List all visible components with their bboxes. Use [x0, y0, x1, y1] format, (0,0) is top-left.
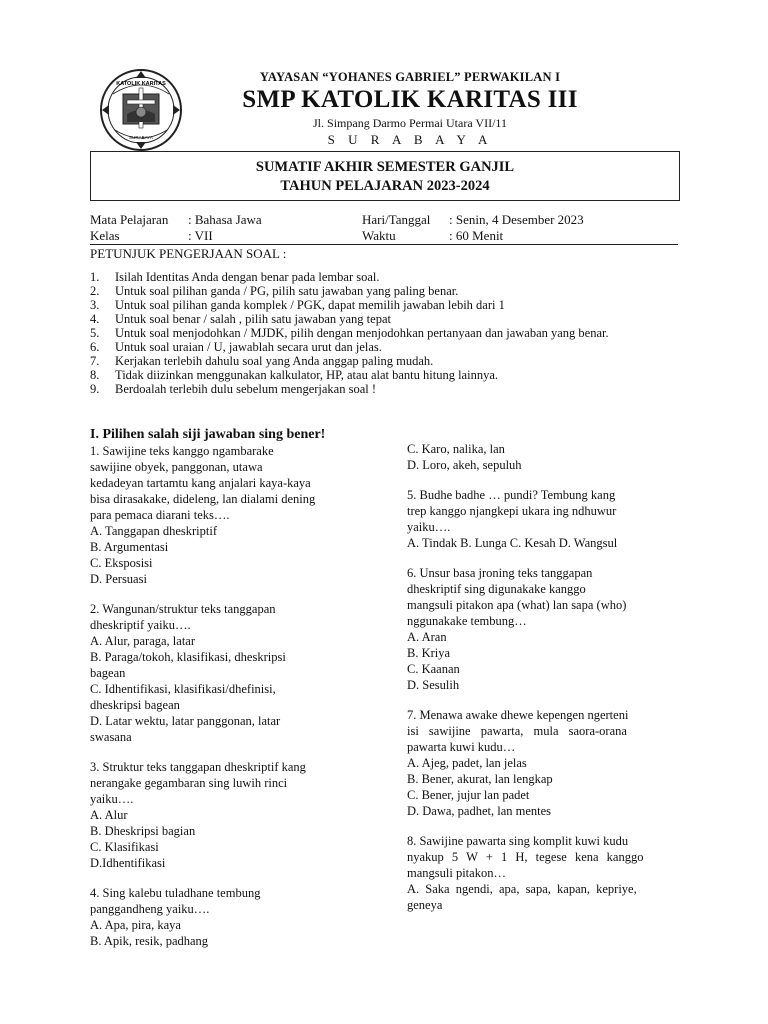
question-5-options: A. Tindak B. Lunga C. Kesah D. Wangsul [407, 536, 618, 550]
school-name: SMP KATOLIK KARITAS III [242, 86, 578, 113]
question-4-options-cont: C. Karo, nalika, lan D. Loro, akeh, sepuluh [407, 442, 522, 472]
question-1-options [90, 523, 380, 587]
school-logo-icon [99, 68, 183, 152]
instructions-list [90, 270, 680, 396]
day-value: : Senin, 4 Desember 2023 [449, 212, 584, 227]
question-5: 5. Budhe badhe … pundi? Tembung kang trep kanggo njangkepi ukara ing ndhuwur yaiku…. [407, 488, 617, 534]
foundation-name: YAYASAN “YOHANES GABRIEL” PERWAKILAN I [259, 70, 561, 84]
exam-year: TAHUN PELAJARAN 2023-2024 [280, 178, 490, 194]
school-city: S U R A B A Y A [327, 132, 493, 147]
time-label: Waktu [362, 228, 396, 243]
question-3-options: A. Alur B. Dheskripsi bagian C. Klasifikasi D.Idhentifikasi [90, 808, 196, 870]
subject-value: : Bahasa Jawa [188, 212, 262, 227]
question-4-options: A. Apa, pira, kaya B. Apik, resik, padhang [90, 918, 209, 948]
question-8-options: A. Saka ngendi, apa, sapa, kapan, kepriye, geneya [407, 882, 637, 912]
instruction-item: 8. Tidak diizinkan menggunakan kalkulator, HP, atau alat bantu hitung lainnya. [90, 368, 498, 382]
instruction-item: 4. Untuk soal benar / salah , pilih satu jawaban yang tepat [90, 312, 391, 326]
question-1: 1. Sawijine teks kanggo ngambarake sawijine obyek, panggonan, utawa kedadeyan tartamtu kang anjalari kaya-kaya bisa dirasakake, dideleng, lan dialami dening para pemaca diarani teks…. [90, 444, 316, 522]
instruction-item: 9. Berdoalah terlebih dulu sebelum mengerjakan soal ! [90, 382, 377, 396]
instruction-item: 5. Untuk soal menjodohkan / MJDK, pilih dengan menjodohkan pertanyaan dan jawaban yang benar. [90, 326, 609, 340]
question-3: 3. Struktur teks tanggapan dheskriptif kang nerangake gegambaran sing luwih rinci yaiku…. [90, 760, 306, 806]
question-6: 6. Unsur basa jroning teks tanggapan dheskriptif sing digunakake kanggo mangsuli pitakon apa (what) lan sapa (who) nggunakake tembung… [407, 566, 627, 628]
logo-bottom-text: SURABAYA [129, 135, 153, 140]
instruction-item: 2. Untuk soal pilihan ganda / PG, pilih satu jawaban yang paling benar. [90, 284, 459, 298]
exam-title: SUMATIF AKHIR SEMESTER GANJIL [255, 159, 515, 175]
instruction-item: 7. Kerjakan terlebih dahulu soal yang Anda anggap paling mudah. [90, 354, 434, 368]
option: C. Eksposisi [90, 556, 153, 570]
question-2: 2. Wangunan/struktur teks tanggapan dheskriptif yaiku…. [90, 602, 276, 632]
day-label: Hari/Tanggal [362, 212, 431, 227]
instruction-item: 3. Untuk soal pilihan ganda komplek / PGK, dapat memilih jawaban lebih dari 1 [90, 298, 505, 312]
letterhead [200, 70, 620, 148]
divider-line [90, 244, 678, 245]
exam-title-box [90, 151, 680, 201]
option: D. Persuasi [90, 572, 147, 586]
option: A. Tanggapan dheskriptif [90, 524, 217, 538]
class-label: Kelas [90, 228, 120, 243]
logo-top-text: KATOLIK KARITAS [116, 81, 166, 87]
time-value: : 60 Menit [449, 228, 504, 243]
subject-label: Mata Pelajaran [90, 212, 169, 227]
question-7: 7. Menawa awake dhewe kepengen ngerteni isi sawijine pawarta, mula saora-orana pawarta kuwi kudu… [407, 708, 629, 754]
question-4: 4. Sing kalebu tuladhane tembung panggandheng yaiku…. [90, 886, 261, 916]
instruction-item: 1. Isilah Identitas Anda dengan benar pada lembar soal. [90, 270, 380, 284]
question-6-options: A. Aran B. Kriya C. Kaanan D. Sesulih [407, 630, 460, 692]
option: B. Argumentasi [90, 540, 169, 554]
right-column [407, 441, 679, 913]
question-2-options: A. Alur, paraga, latar B. Paraga/tokoh, klasifikasi, dheskripsi bagean C. Idhentifikasi, klasifikasi/dhefinisi, dheskripsi bagean D. Latar wektu, latar panggonan, latar swasana [90, 634, 286, 744]
question-7-options: A. Ajeg, padet, lan jelas B. Bener, akurat, lan lengkap C. Bener, jujur lan padet D. Dawa, padhet, lan mentes [407, 756, 553, 818]
question-8: 8. Sawijine pawarta sing komplit kuwi kudu nyakup 5 W + 1 H, tegese kena kanggo mangsuli pitakon… [407, 834, 644, 880]
class-value: : VII [188, 228, 213, 243]
left-column [90, 443, 380, 949]
instructions-title: PETUNJUK PENGERJAAN SOAL : [90, 246, 287, 261]
section-title: I. Pilihen salah siji jawaban sing bener! [90, 427, 326, 442]
school-address: Jl. Simpang Darmo Permai Utara VII/11 [313, 116, 507, 130]
instruction-item: 6. Untuk soal uraian / U, jawablah secara urut dan jelas. [90, 340, 382, 354]
